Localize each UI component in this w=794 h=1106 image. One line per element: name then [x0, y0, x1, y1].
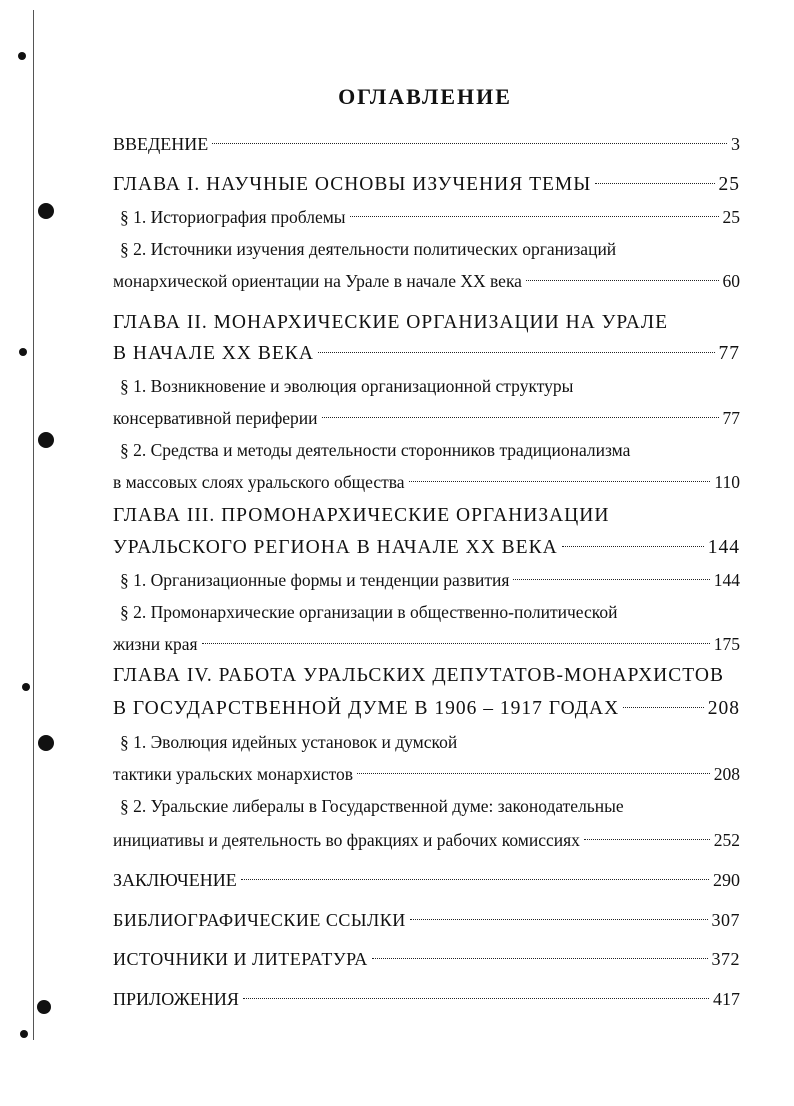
toc-entry-text: ЗАКЛЮЧЕНИЕ [113, 870, 237, 890]
toc-entry-text: жизни края [113, 634, 198, 654]
toc-entry-chapter-3 [113, 534, 740, 562]
toc-page-number: 175 [713, 634, 740, 654]
toc-entry-text: УРАЛЬСКОГО РЕГИОНА В НАЧАЛЕ XX ВЕКА [113, 537, 558, 558]
toc-entry-chapter-1 [113, 171, 740, 199]
toc-entry-text: В ГОСУДАРСТВЕННОЙ ДУМЕ В 1906 – 1917 ГОДАХ [113, 698, 620, 719]
toc-entry-ch1-s1 [120, 203, 740, 231]
toc-entry-intro [113, 130, 740, 158]
punch-hole [38, 432, 54, 448]
toc-entry-ch2-s1-line1: § 1. Возникновение и эволюция организационной структуры [120, 376, 574, 396]
leader-dots [623, 707, 704, 708]
toc-page-number: 372 [711, 949, 740, 969]
toc-page-number: 252 [713, 830, 740, 850]
margin-line [33, 10, 34, 1040]
leader-dots [526, 280, 719, 281]
toc-entry-text: § 1. Историография проблемы [120, 207, 346, 227]
toc-entry-ch4-s1 [113, 760, 740, 788]
toc-entry-chapter-2-line1: ГЛАВА II. МОНАРХИЧЕСКИЕ ОРГАНИЗАЦИИ НА УРАЛЕ [113, 312, 668, 333]
toc-page-number: 77 [718, 343, 740, 364]
toc-entry-chapter-2 [113, 340, 740, 368]
toc-page-number: 144 [713, 570, 740, 590]
leader-dots [595, 183, 714, 184]
punch-hole [20, 1030, 28, 1038]
toc-page-number: 25 [718, 174, 740, 195]
toc-entry-appendix [113, 985, 740, 1013]
toc-entry-text: тактики уральских монархистов [113, 764, 354, 784]
leader-dots [357, 773, 710, 774]
leader-dots [410, 919, 708, 920]
toc-page-number: 290 [713, 870, 740, 890]
toc-page-number: 25 [722, 207, 740, 227]
toc-page-number: 110 [714, 472, 740, 492]
toc-page-number: 144 [707, 537, 740, 558]
toc-page-number: 77 [722, 408, 740, 428]
toc-entry-bibliography [113, 906, 740, 934]
leader-dots [562, 546, 704, 547]
toc-entry-text: ПРИЛОЖЕНИЯ [113, 989, 239, 1009]
leader-dots [243, 998, 709, 999]
toc-entry-text: монархической ориентации на Урале в начале XX века [113, 271, 522, 291]
toc-entry-ch2-s1 [113, 404, 740, 432]
leader-dots [409, 481, 711, 482]
punch-hole [37, 1000, 51, 1014]
leader-dots [322, 417, 719, 418]
toc-page-number: 60 [722, 271, 740, 291]
toc-entry-chapter-3-line1: ГЛАВА III. ПРОМОНАРХИЧЕСКИЕ ОРГАНИЗАЦИИ [113, 505, 610, 526]
toc-entry-sources [113, 945, 740, 973]
toc-entry-ch4-s2 [113, 826, 740, 854]
toc-entry-ch2-s2 [113, 468, 740, 496]
toc-entry-text: в массовых слоях уральского общества [113, 472, 405, 492]
punch-hole [18, 52, 26, 60]
toc-entry-text: В НАЧАЛЕ XX ВЕКА [113, 343, 314, 364]
leader-dots [212, 143, 727, 144]
toc-entry-conclusion [113, 866, 740, 894]
toc-entry-ch3-s2-line1: § 2. Промонархические организации в общественно-политической [120, 602, 618, 622]
toc-entry-ch1-s2-line1: § 2. Источники изучения деятельности политических организаций [120, 239, 617, 259]
toc-entry-ch2-s2-line1: § 2. Средства и методы деятельности сторонников традиционализма [120, 440, 631, 460]
toc-entry-chapter-4-line1: ГЛАВА IV. РАБОТА УРАЛЬСКИХ ДЕПУТАТОВ-МОНАРХИСТОВ [113, 665, 724, 686]
toc-entry-text: БИБЛИОГРАФИЧЕСКИЕ ССЫЛКИ [113, 910, 406, 930]
leader-dots [584, 839, 710, 840]
leader-dots [513, 579, 709, 580]
toc-entry-text: ИСТОЧНИКИ И ЛИТЕРАТУРА [113, 949, 368, 969]
punch-hole [38, 203, 54, 219]
leader-dots [372, 958, 708, 959]
toc-entry-ch4-s1-line1: § 1. Эволюция идейных установок и думской [120, 732, 458, 752]
punch-hole [19, 348, 27, 356]
toc-entry-text: инициативы и деятельность во фракциях и рабочих комиссиях [113, 830, 580, 850]
toc-entry-text: ГЛАВА I. НАУЧНЫЕ ОСНОВЫ ИЗУЧЕНИЯ ТЕМЫ [113, 174, 592, 195]
punch-hole [38, 735, 54, 751]
page-title: ОГЛАВЛЕНИЕ [338, 84, 512, 109]
toc-entry-text: ВВЕДЕНИЕ [113, 134, 209, 154]
toc-entry-ch1-s2 [113, 267, 740, 295]
toc-entry-ch3-s1 [120, 566, 740, 594]
toc-page-number: 208 [713, 764, 740, 784]
toc-entry-text: § 1. Организационные формы и тенденции развития [120, 570, 510, 590]
toc-page-number: 417 [713, 989, 740, 1009]
toc-entry-ch3-s2 [113, 630, 740, 658]
toc-entry-ch4-s2-line1: § 2. Уральские либералы в Государственной думе: законодательные [120, 796, 624, 816]
toc-page-number: 3 [731, 134, 740, 154]
toc-entry-text: консервативной периферии [113, 408, 318, 428]
toc-page-number: 208 [707, 698, 740, 719]
punch-hole [22, 683, 30, 691]
leader-dots [350, 216, 719, 217]
leader-dots [241, 879, 709, 880]
leader-dots [202, 643, 710, 644]
leader-dots [318, 352, 715, 353]
toc-page-number: 307 [711, 910, 740, 930]
toc-entry-chapter-4 [113, 695, 740, 723]
